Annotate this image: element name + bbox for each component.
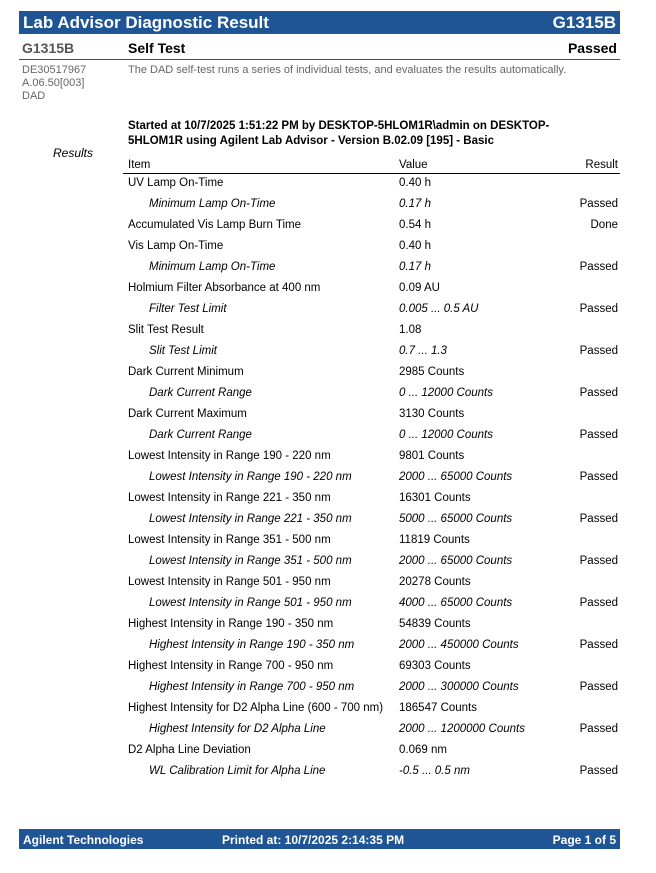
cell-item: Lowest Intensity in Range 190 - 220 nm xyxy=(128,450,331,462)
limit-row xyxy=(123,342,620,363)
cell-value: 9801 Counts xyxy=(399,450,465,462)
cell-value: 0 ... 12000 Counts xyxy=(399,387,493,399)
started-info: Started at 10/7/2025 1:51:22 PM by DESKTOP-5HLOM1R\admin on DESKTOP-5HLOM1R using Agilent Lab Advisor - Version B.02.09 [195] - Basic xyxy=(128,120,550,147)
subheader-model: G1315B xyxy=(22,40,75,56)
cell-item: Highest Intensity in Range 700 - 950 nm xyxy=(128,660,334,672)
cell-value: 0.069 nm xyxy=(399,744,447,756)
overall-status: Passed xyxy=(567,40,617,56)
cell-item: Lowest Intensity in Range 351 - 500 nm xyxy=(149,555,352,567)
cell-value: 0.17 h xyxy=(399,198,431,210)
instrument-firmware: A.06.50[003] xyxy=(22,77,85,89)
cell-item: Lowest Intensity in Range 221 - 350 nm xyxy=(149,513,352,525)
cell-value: 0.17 h xyxy=(399,261,431,273)
cell-item: Lowest Intensity in Range 501 - 950 nm xyxy=(128,576,331,588)
cell-result: Passed xyxy=(579,387,618,399)
result-row xyxy=(123,279,620,300)
cell-result xyxy=(554,741,620,762)
limit-row xyxy=(123,636,620,657)
cell-item: Dark Current Maximum xyxy=(128,408,247,420)
header-result: Result xyxy=(554,152,620,174)
cell-value: 16301 Counts xyxy=(399,492,471,504)
cell-item: D2 Alpha Line Deviation xyxy=(128,744,251,756)
cell-result: Passed xyxy=(579,303,618,315)
cell-value: 0.54 h xyxy=(399,219,431,231)
cell-value: 0 ... 12000 Counts xyxy=(399,429,493,441)
result-row xyxy=(123,405,620,426)
header-value: Value xyxy=(394,152,554,174)
cell-result xyxy=(554,237,620,258)
result-row xyxy=(123,216,620,237)
cell-value: 1.08 xyxy=(399,324,422,336)
result-row xyxy=(123,363,620,384)
cell-value: 186547 Counts xyxy=(399,702,478,714)
limit-row xyxy=(123,426,620,447)
results-header-row xyxy=(123,152,620,174)
cell-item: Vis Lamp On-Time xyxy=(128,240,224,252)
result-row xyxy=(123,237,620,258)
cell-result: Passed xyxy=(579,765,618,777)
instrument-type: DAD xyxy=(22,90,46,102)
instrument-serial: DE30517967 xyxy=(22,64,87,76)
results-table xyxy=(123,152,620,783)
cell-item: Highest Intensity for D2 Alpha Line xyxy=(149,723,326,735)
result-row xyxy=(123,174,620,196)
cell-result: Passed xyxy=(579,471,618,483)
cell-result: Passed xyxy=(579,429,618,441)
cell-item: Highest Intensity in Range 190 - 350 nm xyxy=(128,618,334,630)
cell-item: Dark Current Minimum xyxy=(128,366,244,378)
cell-item: Slit Test Result xyxy=(128,324,204,336)
cell-value: 3130 Counts xyxy=(399,408,465,420)
cell-result: Passed xyxy=(579,597,618,609)
cell-value: 2000 ... 450000 Counts xyxy=(399,639,519,651)
cell-item: Highest Intensity for D2 Alpha Line (600 - 700 nm) xyxy=(128,702,384,714)
cell-item: Lowest Intensity in Range 190 - 220 nm xyxy=(149,471,352,483)
cell-result: Passed xyxy=(579,639,618,651)
cell-result xyxy=(554,657,620,678)
result-row xyxy=(123,531,620,552)
cell-result xyxy=(554,405,620,426)
cell-item: Accumulated Vis Lamp Burn Time xyxy=(128,219,302,231)
limit-row xyxy=(123,678,620,699)
cell-value: 2000 ... 65000 Counts xyxy=(399,555,513,567)
instrument-info xyxy=(22,64,86,103)
cell-value: 69303 Counts xyxy=(399,660,471,672)
cell-item: Lowest Intensity in Range 501 - 950 nm xyxy=(149,597,352,609)
limit-row xyxy=(123,258,620,279)
cell-item: Slit Test Limit xyxy=(149,345,217,357)
cell-value: 0.005 ... 0.5 AU xyxy=(399,303,479,315)
cell-value: 5000 ... 65000 Counts xyxy=(399,513,513,525)
test-name: Self Test xyxy=(128,40,186,56)
cell-item: Minimum Lamp On-Time xyxy=(149,261,276,273)
limit-row xyxy=(123,510,620,531)
cell-result xyxy=(554,321,620,342)
footer-company: Agilent Technologies xyxy=(23,833,144,847)
cell-result: Passed xyxy=(579,513,618,525)
result-row xyxy=(123,657,620,678)
cell-item: Highest Intensity in Range 190 - 350 nm xyxy=(149,639,355,651)
cell-item: Dark Current Range xyxy=(149,387,252,399)
page-footer xyxy=(19,829,620,849)
cell-item: Minimum Lamp On-Time xyxy=(149,198,276,210)
cell-result: Passed xyxy=(579,723,618,735)
cell-item: UV Lamp On-Time xyxy=(128,177,224,189)
result-row xyxy=(123,699,620,720)
cell-value: 0.09 AU xyxy=(399,282,440,294)
cell-result: Passed xyxy=(579,555,618,567)
cell-result xyxy=(554,531,620,552)
limit-row xyxy=(123,552,620,573)
limit-row xyxy=(123,384,620,405)
cell-item: Lowest Intensity in Range 351 - 500 nm xyxy=(128,534,331,546)
cell-result xyxy=(554,447,620,468)
cell-result: Passed xyxy=(579,261,618,273)
limit-row xyxy=(123,762,620,783)
limit-row xyxy=(123,195,620,216)
cell-value: 2000 ... 1200000 Counts xyxy=(399,723,525,735)
result-row xyxy=(123,741,620,762)
cell-result: Passed xyxy=(579,345,618,357)
cell-value: -0.5 ... 0.5 nm xyxy=(399,765,470,777)
report-title: Lab Advisor Diagnostic Result xyxy=(23,12,269,32)
result-row xyxy=(123,447,620,468)
cell-value: 0.40 h xyxy=(399,240,431,252)
cell-item: Lowest Intensity in Range 221 - 350 nm xyxy=(128,492,331,504)
cell-value: 4000 ... 65000 Counts xyxy=(399,597,513,609)
cell-result: Passed xyxy=(579,198,618,210)
cell-value: 0.7 ... 1.3 xyxy=(399,345,447,357)
results-label: Results xyxy=(53,146,94,160)
cell-value: 2985 Counts xyxy=(399,366,465,378)
cell-item: Dark Current Range xyxy=(149,429,252,441)
cell-result: Passed xyxy=(579,681,618,693)
cell-item: Highest Intensity in Range 700 - 950 nm xyxy=(149,681,355,693)
header-item: Item xyxy=(123,152,394,174)
cell-item: Filter Test Limit xyxy=(149,303,227,315)
cell-result xyxy=(554,615,620,636)
cell-item: Holmium Filter Absorbance at 400 nm xyxy=(128,282,321,294)
cell-value: 54839 Counts xyxy=(399,618,471,630)
limit-row xyxy=(123,300,620,321)
cell-result: Done xyxy=(590,219,618,231)
limit-row xyxy=(123,468,620,489)
cell-result xyxy=(554,279,620,300)
result-row xyxy=(123,573,620,594)
cell-value: 11819 Counts xyxy=(399,534,470,546)
result-row xyxy=(123,489,620,510)
cell-result xyxy=(554,573,620,594)
result-row xyxy=(123,615,620,636)
title-bar xyxy=(19,11,620,34)
results-body xyxy=(123,174,620,784)
cell-value: 2000 ... 65000 Counts xyxy=(399,471,513,483)
limit-row xyxy=(123,720,620,741)
header-model: G1315B xyxy=(552,12,616,32)
cell-result xyxy=(554,699,620,720)
footer-page: Page 1 of 5 xyxy=(552,833,616,847)
result-row xyxy=(123,321,620,342)
cell-value: 0.40 h xyxy=(399,177,431,189)
footer-printed: Printed at: 10/7/2025 2:14:35 PM xyxy=(222,833,405,847)
cell-value: 20278 Counts xyxy=(399,576,471,588)
test-description: The DAD self-test runs a series of individual tests, and evaluates the results automatically. xyxy=(128,64,567,76)
cell-item: WL Calibration Limit for Alpha Line xyxy=(149,765,326,777)
cell-result xyxy=(554,489,620,510)
test-subheader xyxy=(19,38,620,60)
cell-result xyxy=(554,174,620,196)
cell-value: 2000 ... 300000 Counts xyxy=(399,681,519,693)
cell-result xyxy=(554,363,620,384)
limit-row xyxy=(123,594,620,615)
